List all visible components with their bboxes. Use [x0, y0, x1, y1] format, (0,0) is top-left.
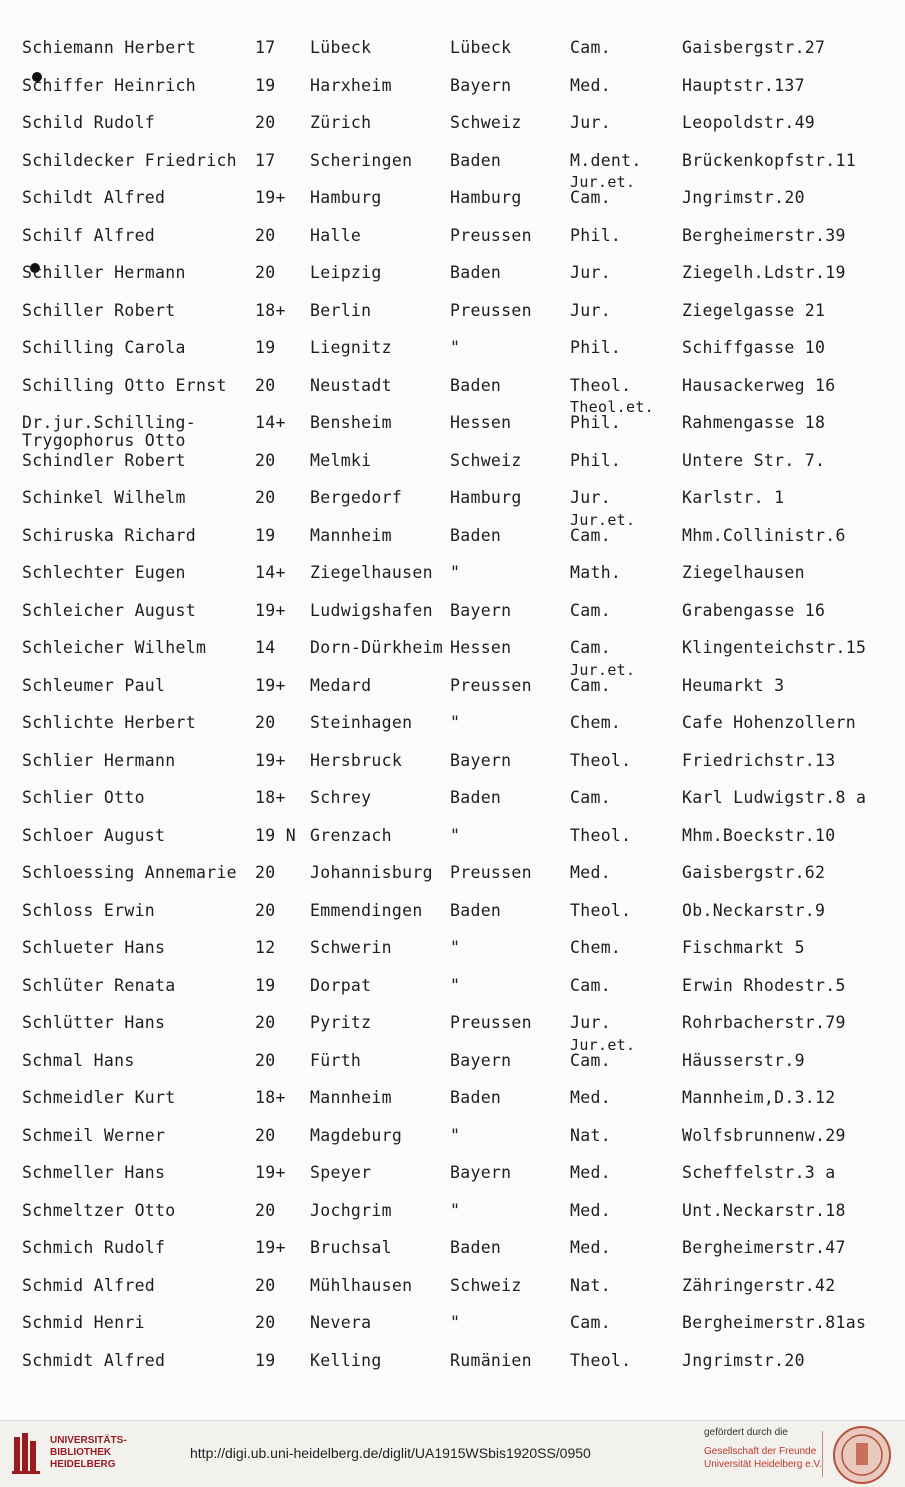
student-age: 19 [255, 338, 276, 357]
student-age: 19+ [255, 1238, 286, 1257]
address: Ob.Neckarstr.9 [682, 900, 826, 920]
student-age: 20 [255, 225, 276, 245]
faculty: Med. [570, 1200, 611, 1220]
home-state: Schweiz [450, 1275, 522, 1295]
faculty: Math. [570, 563, 622, 582]
birthplace: Dorn-Dürkheim [310, 638, 444, 657]
faculty: Cam. [570, 525, 611, 545]
student-age: 20 [255, 1313, 276, 1332]
student-name: Schlier Otto [22, 788, 145, 807]
faculty: Med. [570, 1238, 611, 1257]
home-state: Bayern [450, 600, 512, 620]
home-state: Schweiz [450, 450, 522, 470]
student-name: Schmid Henri [22, 1313, 145, 1332]
birthplace: Nevera [310, 1313, 372, 1332]
address: Karlstr. 1 [682, 488, 785, 507]
address: Hausackerweg 16 [682, 375, 836, 395]
student-age: 20 [255, 900, 276, 920]
address: Zähringerstr.42 [682, 1275, 836, 1295]
address: Mhm.Boeckstr.10 [682, 825, 836, 845]
student-age: 20 [255, 375, 276, 395]
address: Ziegelhausen [682, 563, 805, 582]
birthplace: Mannheim [310, 525, 392, 545]
library-logo-icon [10, 1431, 46, 1477]
student-name: Schild Rudolf [22, 113, 156, 132]
birthplace: Pyritz [310, 1013, 372, 1032]
student-age: 18+ [255, 300, 286, 320]
table-row [0, 826, 905, 856]
table-row [0, 173, 905, 218]
student-name-continued: Trygophorus Otto [22, 431, 186, 450]
table-row [0, 713, 905, 743]
birthplace: Grenzach [310, 825, 392, 845]
student-name: Schloss Erwin [22, 900, 156, 920]
library-name-line: UNIVERSITÄTS- [50, 1435, 127, 1446]
student-name: Schleicher August [22, 600, 196, 620]
address: Cafe Hohenzollern [682, 713, 856, 732]
student-age: 18+ [255, 788, 286, 807]
birthplace: Schrey [310, 788, 372, 807]
student-name: Schiller Robert [22, 300, 176, 320]
student-name: Schinkel Wilhelm [22, 488, 186, 507]
home-state: " [450, 563, 461, 582]
home-state: Bayern [450, 750, 512, 770]
address: Brückenkopfstr.11 [682, 150, 856, 170]
faculty: Theol. [570, 900, 632, 920]
footer-bar [0, 1420, 905, 1487]
student-name: Schlechter Eugen [22, 563, 186, 582]
home-state: Bayern [450, 75, 512, 95]
faculty: Jur. [570, 300, 611, 320]
student-age: 20 [255, 1275, 276, 1295]
student-name: Schmid Alfred [22, 1275, 156, 1295]
faculty: Cam. [570, 188, 611, 207]
birthplace: Bruchsal [310, 1238, 392, 1257]
address: Heumarkt 3 [682, 675, 785, 695]
student-name: Schlütter Hans [22, 1013, 166, 1032]
faculty: Cam. [570, 675, 611, 695]
address: Ziegelgasse 21 [682, 300, 826, 320]
faculty: Chem. [570, 713, 622, 732]
birthplace: Lübeck [310, 38, 372, 57]
birthplace: Scheringen [310, 150, 413, 170]
home-state: Hamburg [450, 488, 522, 507]
birthplace: Halle [310, 225, 362, 245]
home-state: " [450, 975, 461, 995]
home-state: Preussen [450, 1013, 532, 1032]
student-age: 19 [255, 525, 276, 545]
home-state: Hessen [450, 413, 512, 432]
faculty: Cam. [570, 975, 611, 995]
student-name: Schilling Carola [22, 338, 186, 357]
faculty: Cam. [570, 788, 611, 807]
student-age: 19+ [255, 188, 286, 207]
birthplace: Steinhagen [310, 713, 413, 732]
table-row [0, 488, 905, 518]
table-row [0, 938, 905, 968]
home-state: Preussen [450, 300, 532, 320]
address: Fischmarkt 5 [682, 938, 805, 957]
table-row [0, 1313, 905, 1343]
table-row [0, 398, 905, 450]
table-row [0, 76, 905, 106]
home-state: Lübeck [450, 38, 512, 57]
student-age: 19 [255, 1350, 276, 1370]
address: Gaisbergstr.62 [682, 863, 826, 882]
address: Jngrimstr.20 [682, 188, 805, 207]
faculty: Nat. [570, 1275, 611, 1295]
sponsor-name-line: Universität Heidelberg e.V. [704, 1459, 823, 1470]
faculty: Cam. [570, 638, 611, 657]
faculty: Theol. [570, 375, 632, 395]
student-age: 19+ [255, 675, 286, 695]
table-row [0, 113, 905, 143]
sponsor-intro: gefördert durch die [704, 1427, 788, 1438]
student-name: Schilf Alfred [22, 225, 156, 245]
table-row [0, 151, 905, 181]
student-name: Schlichte Herbert [22, 713, 196, 732]
student-name: Schlueter Hans [22, 938, 166, 957]
student-name: Schlüter Renata [22, 975, 176, 995]
faculty: Jur. [570, 1013, 611, 1032]
table-row [0, 1351, 905, 1381]
table-row [0, 1276, 905, 1306]
faculty: Med. [570, 1163, 611, 1182]
home-state: Rumänien [450, 1350, 532, 1370]
table-row [0, 1088, 905, 1118]
home-state: Preussen [450, 675, 532, 695]
library-name [50, 1435, 127, 1471]
birthplace: Bensheim [310, 413, 392, 432]
library-name-line: BIBLIOTHEK [50, 1447, 112, 1458]
table-row [0, 976, 905, 1006]
address: Hauptstr.137 [682, 75, 805, 95]
address: Untere Str. 7. [682, 450, 826, 470]
faculty: Phil. [570, 225, 622, 245]
student-name: Schmal Hans [22, 1050, 135, 1070]
student-age: 14+ [255, 563, 286, 582]
table-row [0, 338, 905, 368]
birthplace: Fürth [310, 1050, 362, 1070]
faculty: Chem. [570, 938, 622, 957]
faculty: Cam. [570, 1313, 611, 1332]
student-age: 20 [255, 1013, 276, 1032]
student-name: Schmeil Werner [22, 1125, 166, 1145]
library-name-line: HEIDELBERG [50, 1459, 116, 1470]
address: Leopoldstr.49 [682, 113, 816, 132]
student-age: 17 [255, 38, 276, 57]
home-state: Hamburg [450, 188, 522, 207]
student-name: Schleumer Paul [22, 675, 166, 695]
table-row [0, 660, 905, 706]
student-age: 20 [255, 488, 276, 507]
table-row [0, 563, 905, 593]
faculty-annotation: Jur.et. [570, 510, 636, 529]
faculty: Nat. [570, 1125, 611, 1145]
student-age: 17 [255, 150, 276, 170]
student-age: 19+ [255, 600, 286, 620]
sponsor-name-line: Gesellschaft der Freunde [704, 1446, 817, 1457]
student-age: 19+ [255, 1163, 286, 1182]
birthplace: Mannheim [310, 1088, 392, 1107]
faculty: Theol. [570, 1350, 632, 1370]
table-row [0, 376, 905, 406]
birthplace: Dorpat [310, 975, 372, 995]
birthplace: Liegnitz [310, 338, 392, 357]
student-name: Schlier Hermann [22, 750, 176, 770]
student-age: 20 [255, 1125, 276, 1145]
address: Bergheimerstr.39 [682, 225, 846, 245]
address: Ziegelh.Ldstr.19 [682, 263, 846, 282]
table-row [0, 901, 905, 931]
student-name: Schiffer Heinrich [22, 75, 196, 95]
address: Häusserstr.9 [682, 1050, 805, 1070]
student-name: Schloer August [22, 825, 166, 845]
faculty: Theol. [570, 750, 632, 770]
home-state: Baden [450, 150, 502, 170]
faculty: Jur. [570, 488, 611, 507]
table-row [0, 751, 905, 781]
faculty: Jur. [570, 113, 611, 132]
divider [822, 1431, 823, 1477]
address: Erwin Rhodestr.5 [682, 975, 846, 995]
home-state: " [450, 1313, 461, 1332]
student-age: 19+ [255, 750, 286, 770]
faculty-annotation: Theol.et. [570, 398, 654, 416]
table-row [0, 788, 905, 818]
birthplace: Kelling [310, 1350, 382, 1370]
table-row [0, 263, 905, 293]
birthplace: Emmendingen [310, 900, 423, 920]
table-row [0, 863, 905, 893]
address: Klingenteichstr.15 [682, 638, 867, 657]
address: Bergheimerstr.81as [682, 1313, 867, 1332]
student-name: Dr.jur.Schilling- [22, 413, 196, 432]
home-state: Baden [450, 1088, 502, 1107]
faculty-annotation: Jur.et. [570, 173, 636, 191]
home-state: Preussen [450, 863, 532, 882]
student-name: Schmeltzer Otto [22, 1200, 176, 1220]
sponsor-name [704, 1445, 822, 1471]
student-age: 20 [255, 1050, 276, 1070]
address: Rohrbacherstr.79 [682, 1013, 846, 1032]
table-row [0, 1126, 905, 1156]
student-age: 12 [255, 938, 276, 957]
address: Friedrichstr.13 [682, 750, 836, 770]
home-state: " [450, 1200, 461, 1220]
home-state: Baden [450, 525, 502, 545]
birthplace: Hersbruck [310, 750, 403, 770]
birthplace: Magdeburg [310, 1125, 403, 1145]
birthplace: Schwerin [310, 938, 392, 957]
faculty: Cam. [570, 1050, 611, 1070]
table-row [0, 1035, 905, 1081]
home-state: Bayern [450, 1050, 512, 1070]
faculty-annotation: Jur.et. [570, 1035, 636, 1054]
student-age: 19 N [255, 825, 296, 845]
student-age: 19 [255, 975, 276, 995]
table-row [0, 1163, 905, 1193]
student-age: 20 [255, 263, 276, 282]
birthplace: Jochgrim [310, 1200, 392, 1220]
birthplace: Zürich [310, 113, 372, 132]
faculty: Med. [570, 863, 611, 882]
student-age: 20 [255, 113, 276, 132]
home-state: Baden [450, 375, 502, 395]
birthplace: Hamburg [310, 188, 382, 207]
student-name: Schiemann Herbert [22, 38, 196, 57]
birthplace: Mühlhausen [310, 1275, 413, 1295]
home-state: Bayern [450, 1163, 512, 1182]
home-state: Baden [450, 900, 502, 920]
student-age: 19 [255, 75, 276, 95]
student-name: Schleicher Wilhelm [22, 638, 207, 657]
home-state: " [450, 938, 461, 957]
home-state: Hessen [450, 638, 512, 657]
student-name: Schmeller Hans [22, 1163, 166, 1182]
home-state: " [450, 825, 461, 845]
birthplace: Harxheim [310, 75, 392, 95]
student-name: Schilling Otto Ernst [22, 375, 227, 395]
student-age: 20 [255, 863, 276, 882]
table-row [0, 451, 905, 481]
faculty-annotation: Jur.et. [570, 660, 636, 679]
faculty: Phil. [570, 450, 622, 470]
permalink-url[interactable]: http://digi.ub.uni-heidelberg.de/diglit/UA1915WSbis1920SS/0950 [190, 1445, 591, 1461]
student-name: Schloessing Annemarie [22, 863, 237, 882]
faculty: Cam. [570, 38, 611, 57]
birthplace: Melmki [310, 450, 372, 470]
table-row [0, 510, 905, 556]
birthplace: Johannisburg [310, 863, 433, 882]
table-row [0, 1238, 905, 1268]
faculty: M.dent. [570, 150, 642, 170]
student-name: Schiller Hermann [22, 263, 186, 282]
home-state: Preussen [450, 225, 532, 245]
address: Wolfsbrunnenw.29 [682, 1125, 846, 1145]
student-age: 20 [255, 1200, 276, 1220]
address: Mhm.Collinistr.6 [682, 525, 846, 545]
home-state: Baden [450, 263, 502, 282]
student-name: Schildt Alfred [22, 188, 166, 207]
table-row [0, 226, 905, 256]
address: Jngrimstr.20 [682, 1350, 805, 1370]
address: Schiffgasse 10 [682, 338, 826, 357]
student-age: 14+ [255, 413, 286, 432]
student-name: Schindler Robert [22, 450, 186, 470]
birthplace: Ludwigshafen [310, 600, 433, 620]
address: Unt.Neckarstr.18 [682, 1200, 846, 1220]
address: Gaisbergstr.27 [682, 38, 826, 57]
faculty: Theol. [570, 825, 632, 845]
faculty: Phil. [570, 413, 622, 432]
student-name: Schiruska Richard [22, 525, 196, 545]
home-state: " [450, 338, 461, 357]
address: Grabengasse 16 [682, 600, 826, 620]
address: Rahmengasse 18 [682, 413, 826, 432]
table-row [0, 38, 905, 68]
table-row [0, 301, 905, 331]
table-row [0, 638, 905, 668]
faculty: Cam. [570, 600, 611, 620]
table-row [0, 1201, 905, 1231]
student-age: 20 [255, 450, 276, 470]
table-row [0, 601, 905, 631]
home-state: Schweiz [450, 113, 522, 132]
student-name: Schmeidler Kurt [22, 1088, 176, 1107]
faculty: Med. [570, 75, 611, 95]
birthplace: Berlin [310, 300, 372, 320]
address: Bergheimerstr.47 [682, 1238, 846, 1257]
birthplace: Bergedorf [310, 488, 403, 507]
home-state: " [450, 1125, 461, 1145]
birthplace: Ziegelhausen [310, 563, 433, 582]
university-seal-icon [832, 1425, 892, 1485]
address: Scheffelstr.3 a [682, 1163, 836, 1182]
faculty: Jur. [570, 263, 611, 282]
student-name: Schildecker Friedrich [22, 150, 237, 170]
birthplace: Medard [310, 675, 372, 695]
student-name: Schmidt Alfred [22, 1350, 166, 1370]
faculty: Phil. [570, 338, 622, 357]
birthplace: Leipzig [310, 263, 382, 282]
table-row [0, 1013, 905, 1043]
birthplace: Speyer [310, 1163, 372, 1182]
faculty: Med. [570, 1088, 611, 1107]
address: Karl Ludwigstr.8 a [682, 788, 867, 807]
home-state: Baden [450, 1238, 502, 1257]
student-age: 14 [255, 638, 276, 657]
home-state: " [450, 713, 461, 732]
home-state: Baden [450, 788, 502, 807]
student-age: 20 [255, 713, 276, 732]
student-name: Schmich Rudolf [22, 1238, 166, 1257]
student-age: 18+ [255, 1088, 286, 1107]
address: Mannheim,D.3.12 [682, 1088, 836, 1107]
birthplace: Neustadt [310, 375, 392, 395]
